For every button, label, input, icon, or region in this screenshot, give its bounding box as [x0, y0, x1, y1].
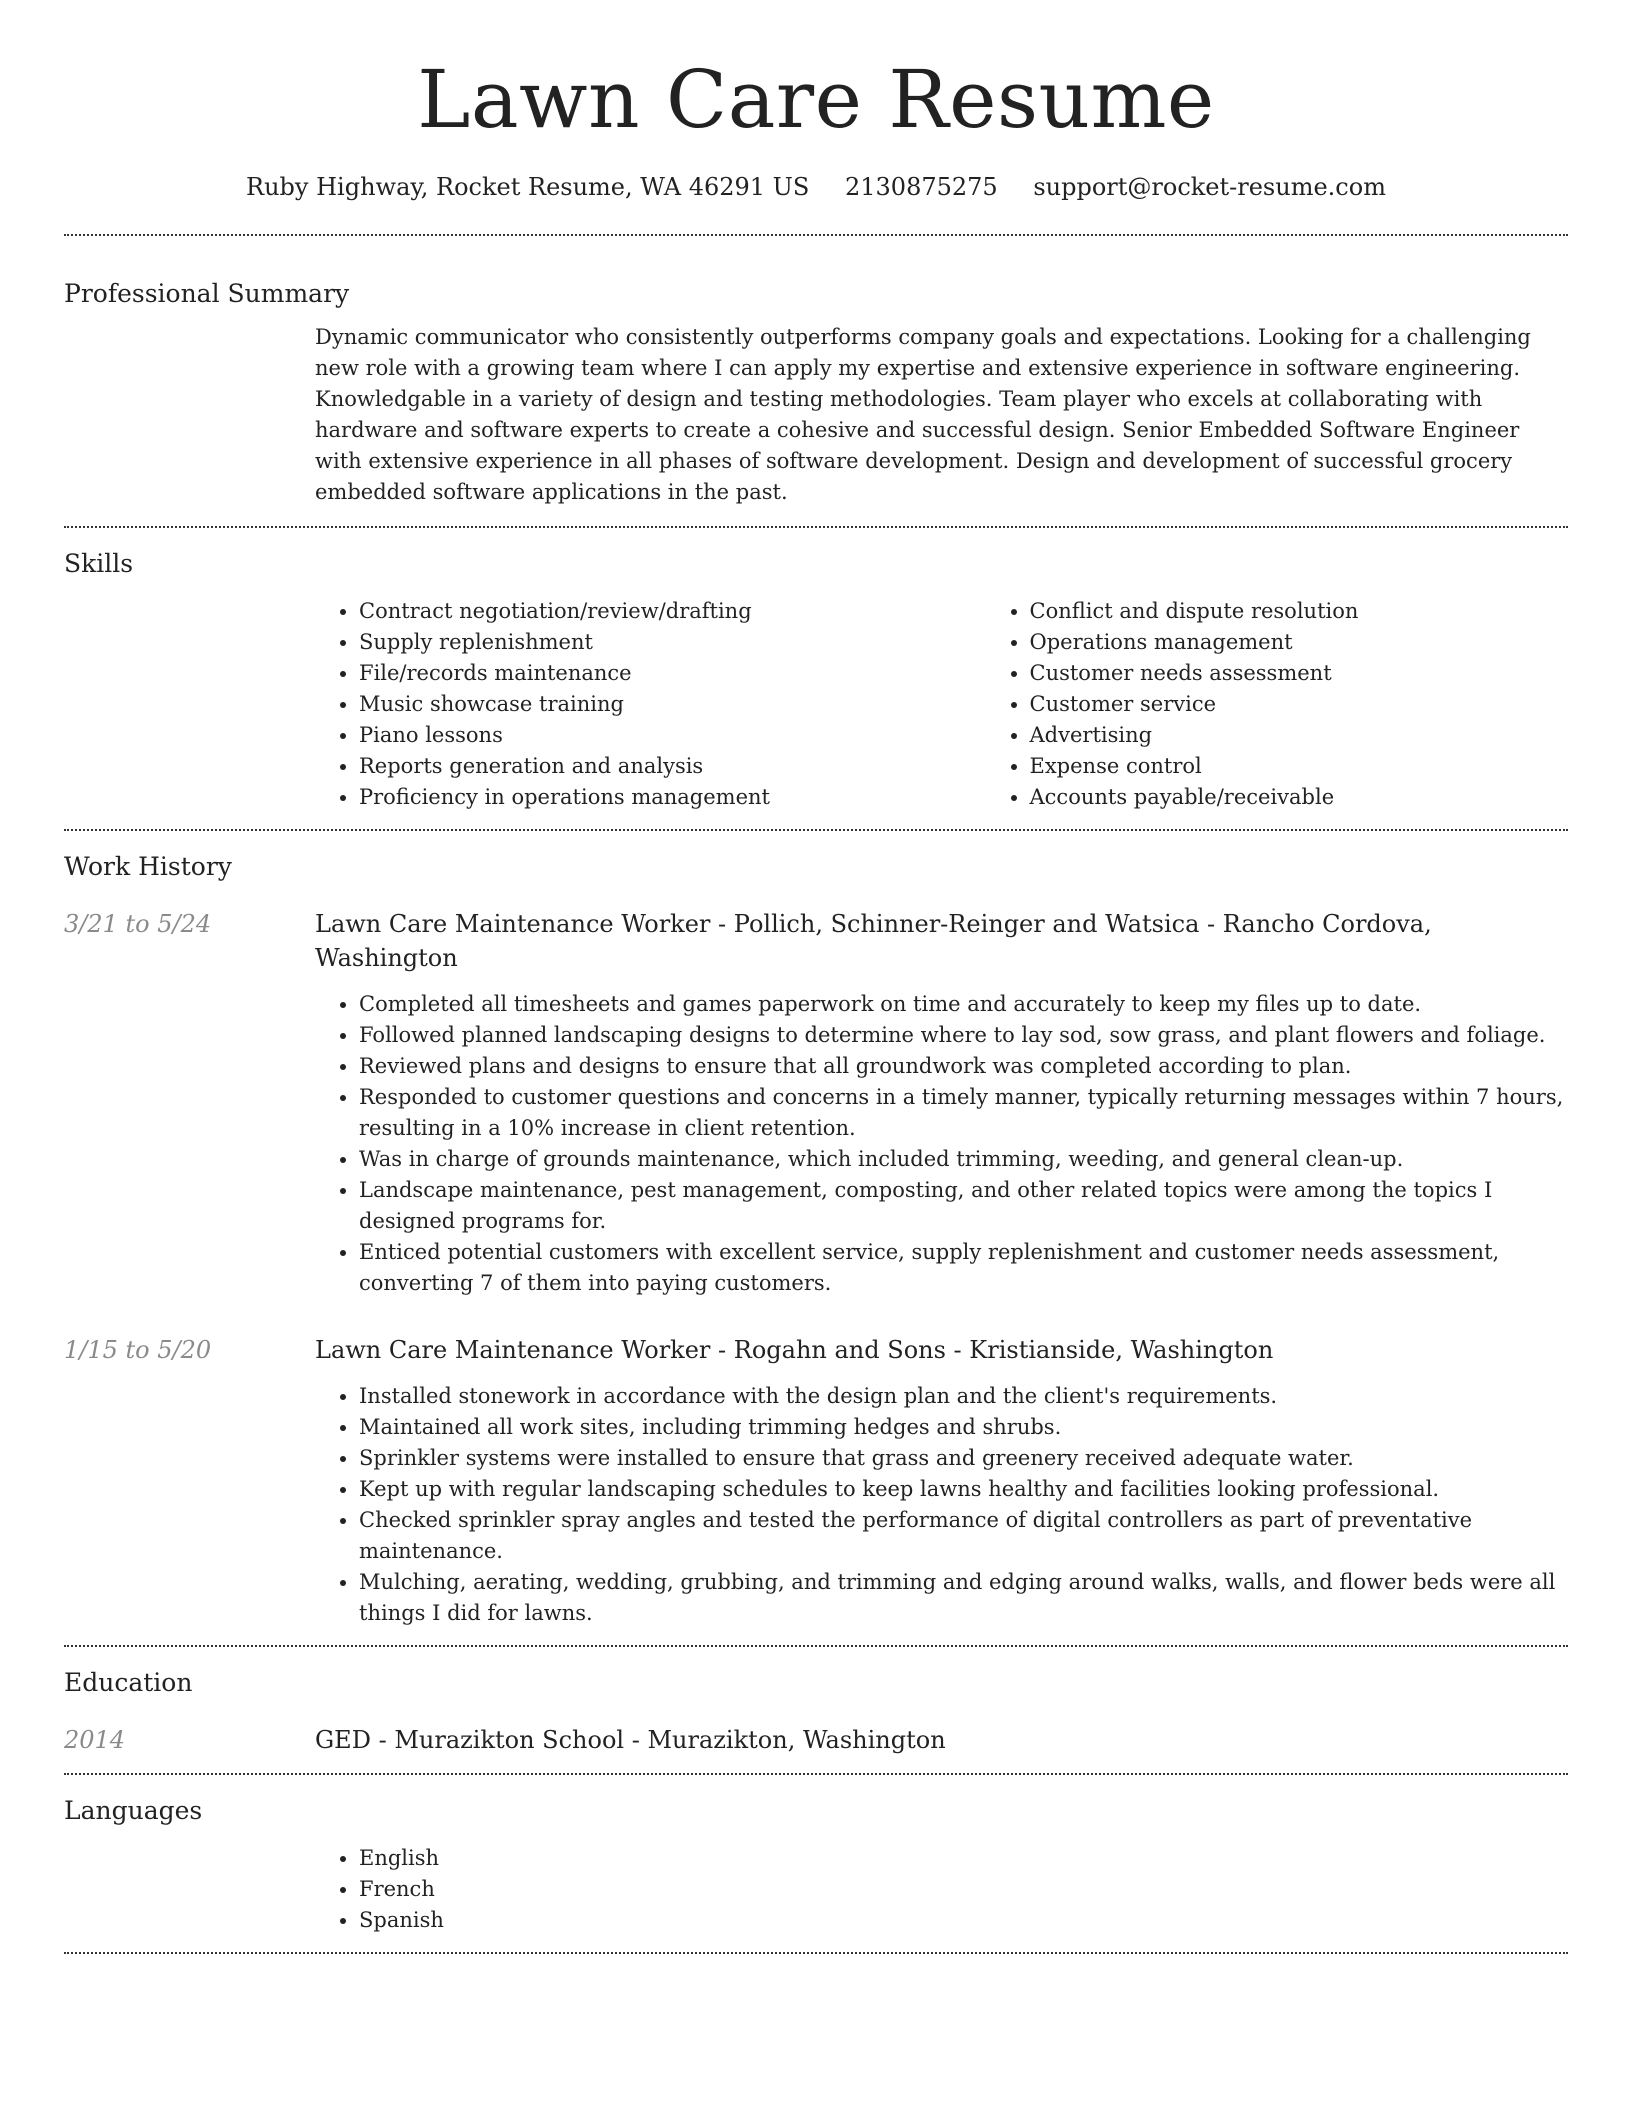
- list-item: • Sprinkler systems were installed to ensure that grass and greenery received adequate water.: [359, 1443, 1568, 1474]
- list-item: • Kept up with regular landscaping schedules to keep lawns healthy and facilities looking professional.: [359, 1474, 1568, 1505]
- education-separator: -: [624, 1726, 648, 1754]
- list-item: • Reports generation and analysis: [359, 751, 986, 782]
- languages-heading: Languages: [64, 1796, 203, 1825]
- list-item: • English: [359, 1843, 1568, 1874]
- job-dates: 1/15 to 5/20: [64, 1336, 212, 1364]
- list-item: • Checked sprinkler spray angles and tested the performance of digital controllers as part of preventative maintenance.: [359, 1505, 1568, 1567]
- languages-list: [315, 1843, 1568, 1936]
- education-body: [315, 1723, 1568, 1757]
- list-item: • File/records maintenance: [359, 658, 986, 689]
- job-bullets: [315, 1381, 1568, 1629]
- list-item: • Contract negotiation/review/drafting: [359, 596, 986, 627]
- contact-email: support@rocket-resume.com: [1033, 173, 1386, 201]
- list-item: • Piano lessons: [359, 720, 986, 751]
- list-item: • Operations management: [1030, 627, 1632, 658]
- list-item: • French: [359, 1874, 1568, 1905]
- skills-list-left: [315, 596, 986, 813]
- summary-row: [64, 322, 1568, 526]
- job-role: Lawn Care Maintenance Worker: [315, 910, 711, 938]
- summary-text: Dynamic communicator who consistently outperforms company goals and expectations. Looking for a challenging new role with a growing team where I can apply my expertise and extensive experience in software engineering. Knowledgable in a variety of design and testing methodologies. Team player who excels at collaborating with hardware and software experts to create a cohesive and successful design. Senior Embedded Software Engineer with extensive experience in all phases of software development. Design and development of successful grocery embedded software applications in the past.: [315, 325, 1531, 504]
- list-item: • Completed all timesheets and games paperwork on time and accurately to keep my files up to date.: [359, 989, 1568, 1020]
- summary-section: [64, 236, 1568, 526]
- job-separator: -: [1199, 910, 1223, 938]
- list-item: • Reviewed plans and designs to ensure that all groundwork was completed according to plan.: [359, 1051, 1568, 1082]
- job-body: [315, 1333, 1568, 1629]
- contact-line: [64, 170, 1568, 204]
- list-item: • Music showcase training: [359, 689, 986, 720]
- list-item: • Spanish: [359, 1905, 1568, 1936]
- job-body: [315, 907, 1568, 1299]
- list-item: • Customer needs assessment: [1030, 658, 1632, 689]
- education-title: [315, 1723, 1568, 1757]
- list-item: • Mulching, aerating, wedding, grubbing, and trimming and edging around walks, walls, and flower beds were all things I did for lawns.: [359, 1567, 1568, 1629]
- education-heading: Education: [64, 1668, 193, 1697]
- job-separator: -: [945, 1336, 970, 1364]
- list-item: • Installed stonework in accordance with the design plan and the client's requirements.: [359, 1381, 1568, 1412]
- education-section: [64, 1647, 1568, 1773]
- list-item: • Supply replenishment: [359, 627, 986, 658]
- education-location: Murazikton, Washington: [647, 1726, 946, 1754]
- list-item: • Advertising: [1030, 720, 1632, 751]
- job-location: Kristianside, Washington: [969, 1336, 1274, 1364]
- job-bullets: [315, 989, 1568, 1299]
- summary-heading: Professional Summary: [64, 279, 350, 308]
- skills-list-right: [986, 596, 1632, 813]
- skills-section: [64, 528, 1568, 829]
- list-item: • Maintained all work sites, including trimming hedges and shrubs.: [359, 1412, 1568, 1443]
- list-item: • Followed planned landscaping designs to determine where to lay sod, sow grass, and plant flowers and foliage.: [359, 1020, 1568, 1051]
- list-item: • Was in charge of grounds maintenance, which included trimming, weeding, and general clean-up.: [359, 1144, 1568, 1175]
- skills-row: [64, 596, 1568, 829]
- job-entry: [64, 1333, 1568, 1629]
- contact-address: Ruby Highway, Rocket Resume, WA 46291 US: [246, 173, 810, 201]
- list-item: • Accounts payable/receivable: [1030, 782, 1632, 813]
- languages-section: [64, 1775, 1568, 1952]
- job-title: [315, 1333, 1568, 1367]
- education-row: [64, 1723, 1568, 1773]
- job-company: Rogahn and Sons: [733, 1336, 946, 1364]
- education-year: 2014: [64, 1726, 126, 1754]
- list-item: • Proficiency in operations management: [359, 782, 986, 813]
- education-separator: -: [370, 1726, 395, 1754]
- skills-grid: [315, 596, 1568, 813]
- job-separator: -: [710, 1336, 734, 1364]
- divider: [64, 1952, 1568, 1954]
- job-company: Pollich, Schinner-Reinger and Watsica: [733, 910, 1200, 938]
- list-item: • Customer service: [1030, 689, 1632, 720]
- job-title: [315, 907, 1568, 975]
- education-school: Murazikton School: [394, 1726, 625, 1754]
- languages-body: [315, 1843, 1568, 1936]
- job-entry: [64, 907, 1568, 1299]
- contact-phone: 2130875275: [844, 173, 998, 201]
- job-role: Lawn Care Maintenance Worker: [315, 1336, 711, 1364]
- resume-header: [64, 0, 1568, 204]
- job-location: Rancho Cordova, Washington: [315, 910, 1432, 972]
- resume-title: Lawn Care Resume: [417, 53, 1215, 146]
- job-dates: 3/21 to 5/24: [64, 910, 212, 938]
- skills-heading: Skills: [64, 549, 134, 578]
- work-heading: Work History: [64, 852, 232, 881]
- list-item: • Landscape maintenance, pest management, composting, and other related topics were among the topics I designed programs for.: [359, 1175, 1568, 1237]
- languages-row: [64, 1843, 1568, 1952]
- education-degree: GED: [315, 1726, 371, 1754]
- list-item: • Responded to customer questions and concerns in a timely manner, typically returning messages within 7 hours, resulting in a 10% increase in client retention.: [359, 1082, 1568, 1144]
- list-item: • Enticed potential customers with excellent service, supply replenishment and customer needs assessment, converting 7 of them into paying customers.: [359, 1237, 1568, 1299]
- list-item: • Conflict and dispute resolution: [1030, 596, 1632, 627]
- job-separator: -: [710, 910, 734, 938]
- work-section: [64, 831, 1568, 1629]
- list-item: • Expense control: [1030, 751, 1632, 782]
